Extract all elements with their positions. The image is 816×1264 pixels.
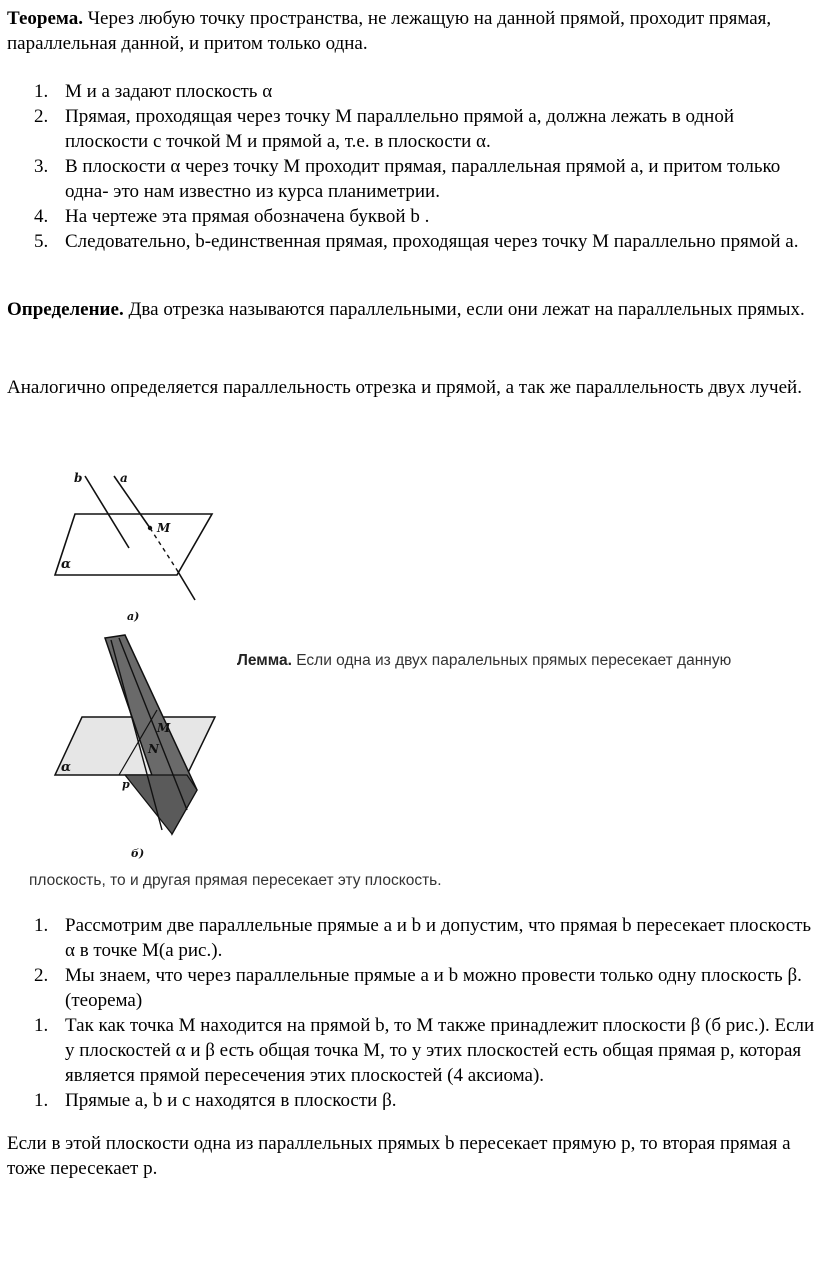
label-a: a [120,471,128,485]
figure-a [55,471,212,623]
label-N: N [148,742,159,756]
theorem-lead: Теорема. [7,8,83,29]
list-text: M и a задают плоскость α [65,81,273,102]
list-item [7,963,815,1013]
proof-list [7,79,807,254]
list-number: 2. [34,965,49,986]
plane-alpha [55,514,212,575]
analogy-paragraph: Аналогично определяется параллельность отрезка и прямой, а так же параллельность двух лучей. [7,377,802,398]
list-number: 2. [34,106,49,127]
definition-paragraph [7,297,812,322]
lemma-line-1 [237,648,731,673]
list-number: 5. [34,231,49,252]
list-number: 1. [34,1015,49,1036]
label-p: p [122,778,130,791]
lemma-line-2: плоскость, то и другая прямая пересекает эту плоскость. [29,872,442,889]
list-text: Следовательно, b-единственная прямая, проходящая через точку M параллельно прямой a. [65,231,799,252]
label-M: M [157,521,171,535]
list-text: Прямая, проходящая через точку M параллельно прямой a, должна лежать в одной плоскости с точкой M и прямой a, т.е. в плоскости α. [65,106,734,152]
label-alpha-b: α [61,760,72,775]
geometry-figure [47,460,247,860]
list-number: 1. [34,1090,49,1111]
list-text: Прямые a, b и c находятся в плоскости β. [65,1090,397,1111]
list-text: Так как точка M находится на прямой b, то M также принадлежит плоскости β (б рис.). Если у плоскостей α и β есть общая точка M, то у этих плоскостей есть общая прямая p, которая является прямой пересечения этих плоскостей (4 аксиома). [65,1015,815,1086]
list-item [7,1088,815,1113]
list-item [7,1013,815,1088]
theorem-text: Через любую точку пространства, не лежащую на данной прямой, проходит прямая, параллельная данной, и притом только одна. [7,8,772,54]
caption-b: б) [131,847,145,860]
list-item [7,79,807,104]
label-b: b [74,471,83,485]
label-M-b: M [157,721,171,735]
definition-lead: Определение. [7,299,124,320]
line-a-lower [177,570,195,600]
list-text: В плоскости α через точку M проходит прямая, параллельная прямой a, и притом только одна- это нам известно из курса планиметрии. [65,156,781,202]
conclusion-paragraph: Если в этой плоскости одна из параллельных прямых b пересекает прямую p, то вторая прямая a тоже пересекает p. [7,1133,791,1179]
list-item [7,104,807,154]
list-number: 1. [34,81,49,102]
list-number: 3. [34,156,49,177]
list-item [7,913,815,963]
list-item [7,229,807,254]
list-item [7,204,807,229]
list-text: На чертеже эта прямая обозначена буквой b . [65,206,430,227]
list-text: Мы знаем, что через параллельные прямые a и b можно провести только одну плоскость β. (теорема) [65,965,802,1011]
list-number: 1. [34,915,49,936]
list-item [7,154,807,204]
caption-a: а) [127,610,140,623]
lemma-proof-list [7,913,815,1113]
list-number: 4. [34,206,49,227]
label-alpha: α [61,557,72,572]
lemma-text-1: Если одна из двух паралельных прямых пересекает данную [291,652,732,669]
theorem-paragraph [7,6,812,56]
figure-block [7,460,812,890]
point-M [148,526,152,530]
list-text: Рассмотрим две параллельные прямые a и b и допустим, что прямая b пересекает плоскость α в точке M(а рис.). [65,915,812,961]
definition-text: Два отрезка называются параллельными, если они лежат на параллельных прямых. [123,299,805,320]
lemma-lead: Лемма. [237,652,292,669]
figure-b [55,635,215,860]
